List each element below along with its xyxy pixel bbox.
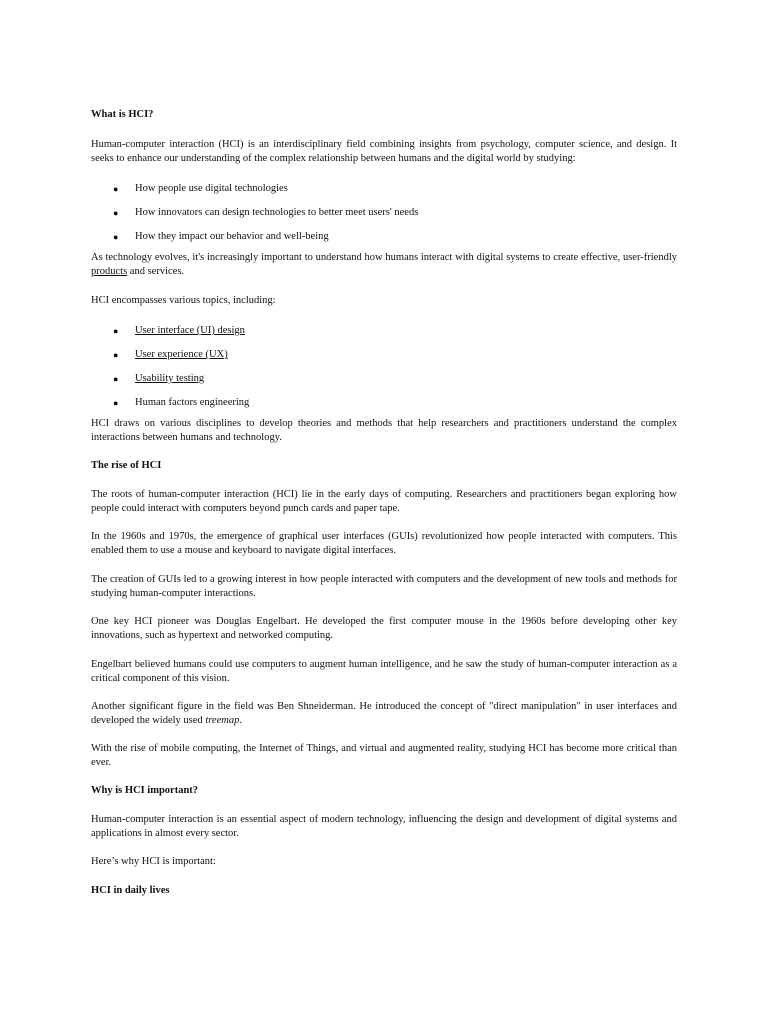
- products-link[interactable]: products: [91, 266, 128, 277]
- paragraph-topics-intro: HCI encompasses various topics, including:: [91, 295, 276, 306]
- paragraph-technology-evolves: As technology evolves, it's increasingly important to understand how humans interact with digital systems to create effective, user-friendly products and services.: [91, 252, 677, 277]
- paragraph-roots: The roots of human-computer interaction (HCI) lie in the early days of computing. Researchers and practitioners began exploring how people could interact with computers beyond punch cards and paper tape.: [91, 489, 677, 514]
- bullet-icon: ●: [113, 326, 119, 336]
- bullet-icon: ●: [113, 232, 119, 242]
- paragraph-mobile: With the rise of mobile computing, the Internet of Things, and virtual and augmented reality, studying HCI has become more critical than ever.: [91, 743, 677, 768]
- bullet-icon: ●: [113, 184, 119, 194]
- bullet-icon: ●: [113, 208, 119, 218]
- paragraph-intro: Human-computer interaction (HCI) is an interdisciplinary field combining insights from psychology, computer science, and design. It seeks to enhance our understanding of the complex relationship between humans and the digital world by studying:: [91, 139, 677, 164]
- paragraph-disciplines: HCI draws on various disciplines to develop theories and methods that help researchers and practitioners understand the complex interactions between humans and technology.: [91, 418, 677, 443]
- paragraph-engelbart: One key HCI pioneer was Douglas Engelbart. He developed the first computer mouse in the 1960s before developing other key innovations, such as hypertext and networked computing.: [91, 616, 677, 641]
- document-page: What is HCI? Human-computer interaction (HCI) is an interdisciplinary field combining insights from psychology, computer science, and design. It seeks to enhance our understanding of the complex relationship between humans and the digital world by studying: ● How people use digital technologies ● How innovators can design technologies to better meet users' needs ● How they impact our behavior and well-being As technology evolves, it's increasingly important to understand how humans interact with digital systems to create effective, user-friendly products and services. HCI encompasses various topics, including: ● User interface (UI) design ● User experience (UX) ● Usability testing ● Human factors engineering HCI draws on various disciplines to develop theories and methods that help researchers and practitioners understand the complex interactions between humans and technology. The rise of HCI The roots of human-computer interaction (HCI) lie in the early days of computing. Researchers and practitioners began exploring how people could interact with computers beyond punch cards and paper tape. In the 1960s and 1970s, the emergence of graphical user interfaces (GUIs) revolutionized how people interacted with computers. This enabled them to use a mouse and keyboard to navigate digital interfaces. The creation of GUIs led to a growing interest in how people interacted with computers and the development of new tools and methods for studying human-computer interactions. One key HCI pioneer was Douglas Engelbart. He developed the first computer mouse in the 1960s before developing other key innovations, such as hypertext and networked computing. Engelbart believed humans could use computers to augment human intelligence, and he saw the study of human-computer interaction as a critical component of this vision. Another significant figure in the field was Ben Shneiderman. He introduced the concept of "direct manipulation" in user interfaces and developed the widely used treemap. With the rise of mobile computing, the Internet of Things, and virtual and augmented reality, studying HCI has become more critical than ever. Why is HCI important? Human-computer interaction is an essential aspect of modern technology, influencing the design and development of digital systems and applications in almost every sector. Here’s why HCI is important: HCI in daily lives: [91, 109, 677, 896]
- paragraph-gui-interest: The creation of GUIs led to a growing interest in how people interacted with computers and the development of new tools and methods for studying human-computer interactions.: [91, 574, 677, 599]
- paragraph-augment: Engelbart believed humans could use computers to augment human intelligence, and he saw the study of human-computer interaction as a critical component of this vision.: [91, 659, 677, 684]
- bullet-icon: ●: [113, 398, 119, 408]
- heading-rise-of-hci: The rise of HCI: [91, 460, 162, 471]
- paragraph-shneiderman: Another significant figure in the field was Ben Shneiderman. He introduced the concept of "direct manipulation" in user interfaces and developed the widely used treemap.: [91, 701, 677, 726]
- paragraph-essential: Human-computer interaction is an essential aspect of modern technology, influencing the design and development of digital systems and applications in almost every sector.: [91, 814, 677, 839]
- ui-design-link[interactable]: User interface (UI) design: [135, 325, 245, 336]
- usability-testing-link[interactable]: Usability testing: [135, 373, 205, 384]
- bullet-icon: ●: [113, 374, 119, 384]
- heading-daily-lives: HCI in daily lives: [91, 885, 170, 896]
- ux-link[interactable]: User experience (UX): [135, 349, 228, 360]
- heading-why-important: Why is HCI important?: [91, 785, 199, 796]
- bullet-icon: ●: [113, 350, 119, 360]
- paragraph-why-intro: Here’s why HCI is important:: [91, 856, 216, 867]
- heading-what-is-hci: What is HCI?: [91, 109, 154, 120]
- paragraph-guis: In the 1960s and 1970s, the emergence of graphical user interfaces (GUIs) revolutionized how people interacted with computers. This enabled them to use a mouse and keyboard to navigate digital interfaces.: [91, 531, 677, 556]
